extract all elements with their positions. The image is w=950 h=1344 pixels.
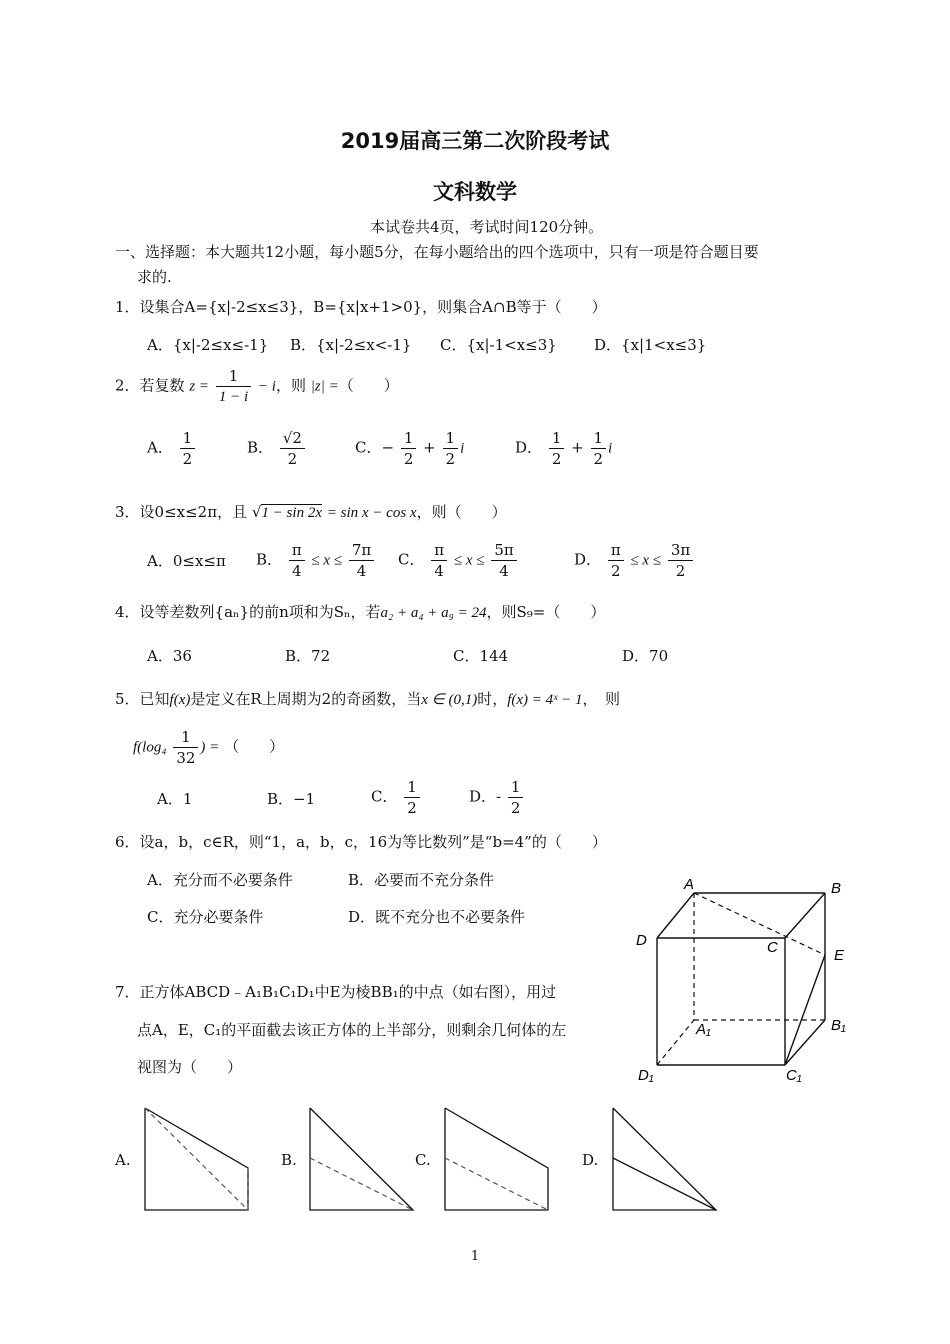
q1-option-d: D．{x|1<x≤3} (594, 336, 707, 354)
q7-stem-line2: 点A，E，C₁的平面截去该正方体的上半部分，则剩余几何体的左 (137, 1021, 567, 1039)
edge-da (657, 893, 694, 938)
q3-option-a: A．0≤x≤π (147, 552, 226, 570)
q1-stem: 1．设集合A={x|-2≤x≤3}，B={x|x+1>0}，则集合A∩B等于（ ） (115, 298, 607, 316)
q2-stem: 2．若复数 z = $\frac{1}{1 - i}$ − i，则 |z| =（ ） (115, 367, 399, 405)
q5-option-d: D．- $\frac{1}{2}$ (469, 777, 525, 818)
exam-title: 2019届高三第二次阶段考试 (340, 129, 610, 153)
edge-c1e (785, 955, 825, 1065)
q7-option-b-label: B. (281, 1151, 297, 1169)
section-heading-line1: 一、选择题：本大题共12小题，每小题5分，在每小题给出的四个选项中，只有一项是符合题目要 (115, 243, 759, 261)
edge-c1b1 (785, 1020, 825, 1065)
q2-option-b: B． $\frac{√2}{2}$ (247, 428, 307, 469)
q7-option-c-figure (440, 1103, 552, 1213)
q6-option-c: C．充分必要条件 (147, 908, 264, 926)
label-c: C (767, 939, 778, 956)
q7-stem-line3: 视图为（ ） (137, 1058, 243, 1076)
q7-option-b-figure (305, 1103, 417, 1213)
label-b: B (831, 880, 842, 897)
q2-option-c: C．− $\frac{1}{2}$ + $\frac{1}{2}$ i (355, 429, 465, 468)
q4-stem: 4．设等差数列{aₙ}的前n项和为Sₙ，若a₂ + a₄ + a₉ = 24，则S₉=（ ） (115, 603, 606, 621)
q4-option-d: D．70 (622, 647, 669, 665)
q3-option-c: C． $\frac{\pi}{4}$ ≤ x ≤ $\frac{5\pi}{4}$ (398, 540, 519, 581)
label-a1: A₁ (696, 1021, 711, 1038)
q5-option-a: A．1 (157, 790, 193, 808)
q6-stem: 6．设a，b，c∈R，则“1，a，b，c，16为等比数列”是“b=4”的（ ） (115, 833, 607, 851)
page-number: 1 (470, 1249, 480, 1264)
q5-option-b: B．−1 (267, 790, 316, 808)
q5-stem: 5．已知f(x)是定义在R上周期为2的奇函数，当x ∈ (0,1)时，f(x) = 4ˣ − 1， 则 (115, 690, 621, 708)
q7-option-c-label: C. (415, 1151, 431, 1169)
q7-option-a-figure (140, 1103, 252, 1213)
q5-option-c: C． $\frac{1}{2}$ (371, 777, 422, 818)
label-c1: C₁ (786, 1067, 802, 1084)
cube-diagram (632, 875, 850, 1085)
q1-option-b: B．{x|-2≤x<-1} (290, 336, 412, 354)
q2-option-a: A． $\frac{1}{2}$ (147, 428, 197, 469)
q3-stem: 3．设0≤x≤2π，且 √1 − sin 2x = sin x − cos x，则（ ） (115, 503, 507, 521)
q7-option-d-label: D. (582, 1151, 599, 1169)
q7-stem-line1: 7．正方体ABCD﹣A₁B₁C₁D₁中E为棱BB₁的中点（如右图），用过 (115, 983, 557, 1001)
edge-cb (785, 893, 825, 938)
q6-option-d: D．既不充分也不必要条件 (348, 908, 526, 926)
q7-option-d-figure (608, 1103, 720, 1213)
sqrt-icon: √ (251, 503, 262, 521)
q6-option-a: A．充分而不必要条件 (147, 871, 293, 889)
q4-option-c: C．144 (453, 647, 509, 665)
q7-option-a-label: A. (115, 1151, 131, 1169)
q2-option-d: D． $\frac{1}{2}$ + $\frac{1}{2}$ i (515, 429, 613, 468)
label-a: A (684, 876, 695, 893)
label-b1: B₁ (831, 1017, 846, 1034)
section-heading-line2: 求的. (137, 268, 172, 286)
edge-d1a1 (657, 1020, 694, 1065)
label-e: E (834, 947, 845, 964)
q5-expression: f(log₄ $\frac{1}{32}$ ) = （ ） (133, 728, 285, 767)
q3-option-b: B． $\frac{\pi}{4}$ ≤ x ≤ $\frac{7\pi}{4}$ (256, 540, 376, 581)
label-d: D (636, 932, 647, 949)
edge-ae (694, 893, 825, 955)
q3-option-d: D． $\frac{\pi}{2}$ ≤ x ≤ $\frac{3\pi}{2}$ (574, 540, 695, 581)
exam-note: 本试卷共4页，考试时间120分钟。 (370, 218, 604, 236)
q1-option-c: C．{x|-1<x≤3} (440, 336, 557, 354)
label-d1: D₁ (638, 1067, 654, 1084)
exam-subject: 文科数学 (433, 180, 517, 204)
q4-option-a: A．36 (147, 647, 192, 665)
q4-option-b: B．72 (285, 647, 331, 665)
q6-option-b: B．必要而不充分条件 (348, 871, 495, 889)
q1-option-a: A．{x|-2≤x≤-1} (147, 336, 269, 354)
